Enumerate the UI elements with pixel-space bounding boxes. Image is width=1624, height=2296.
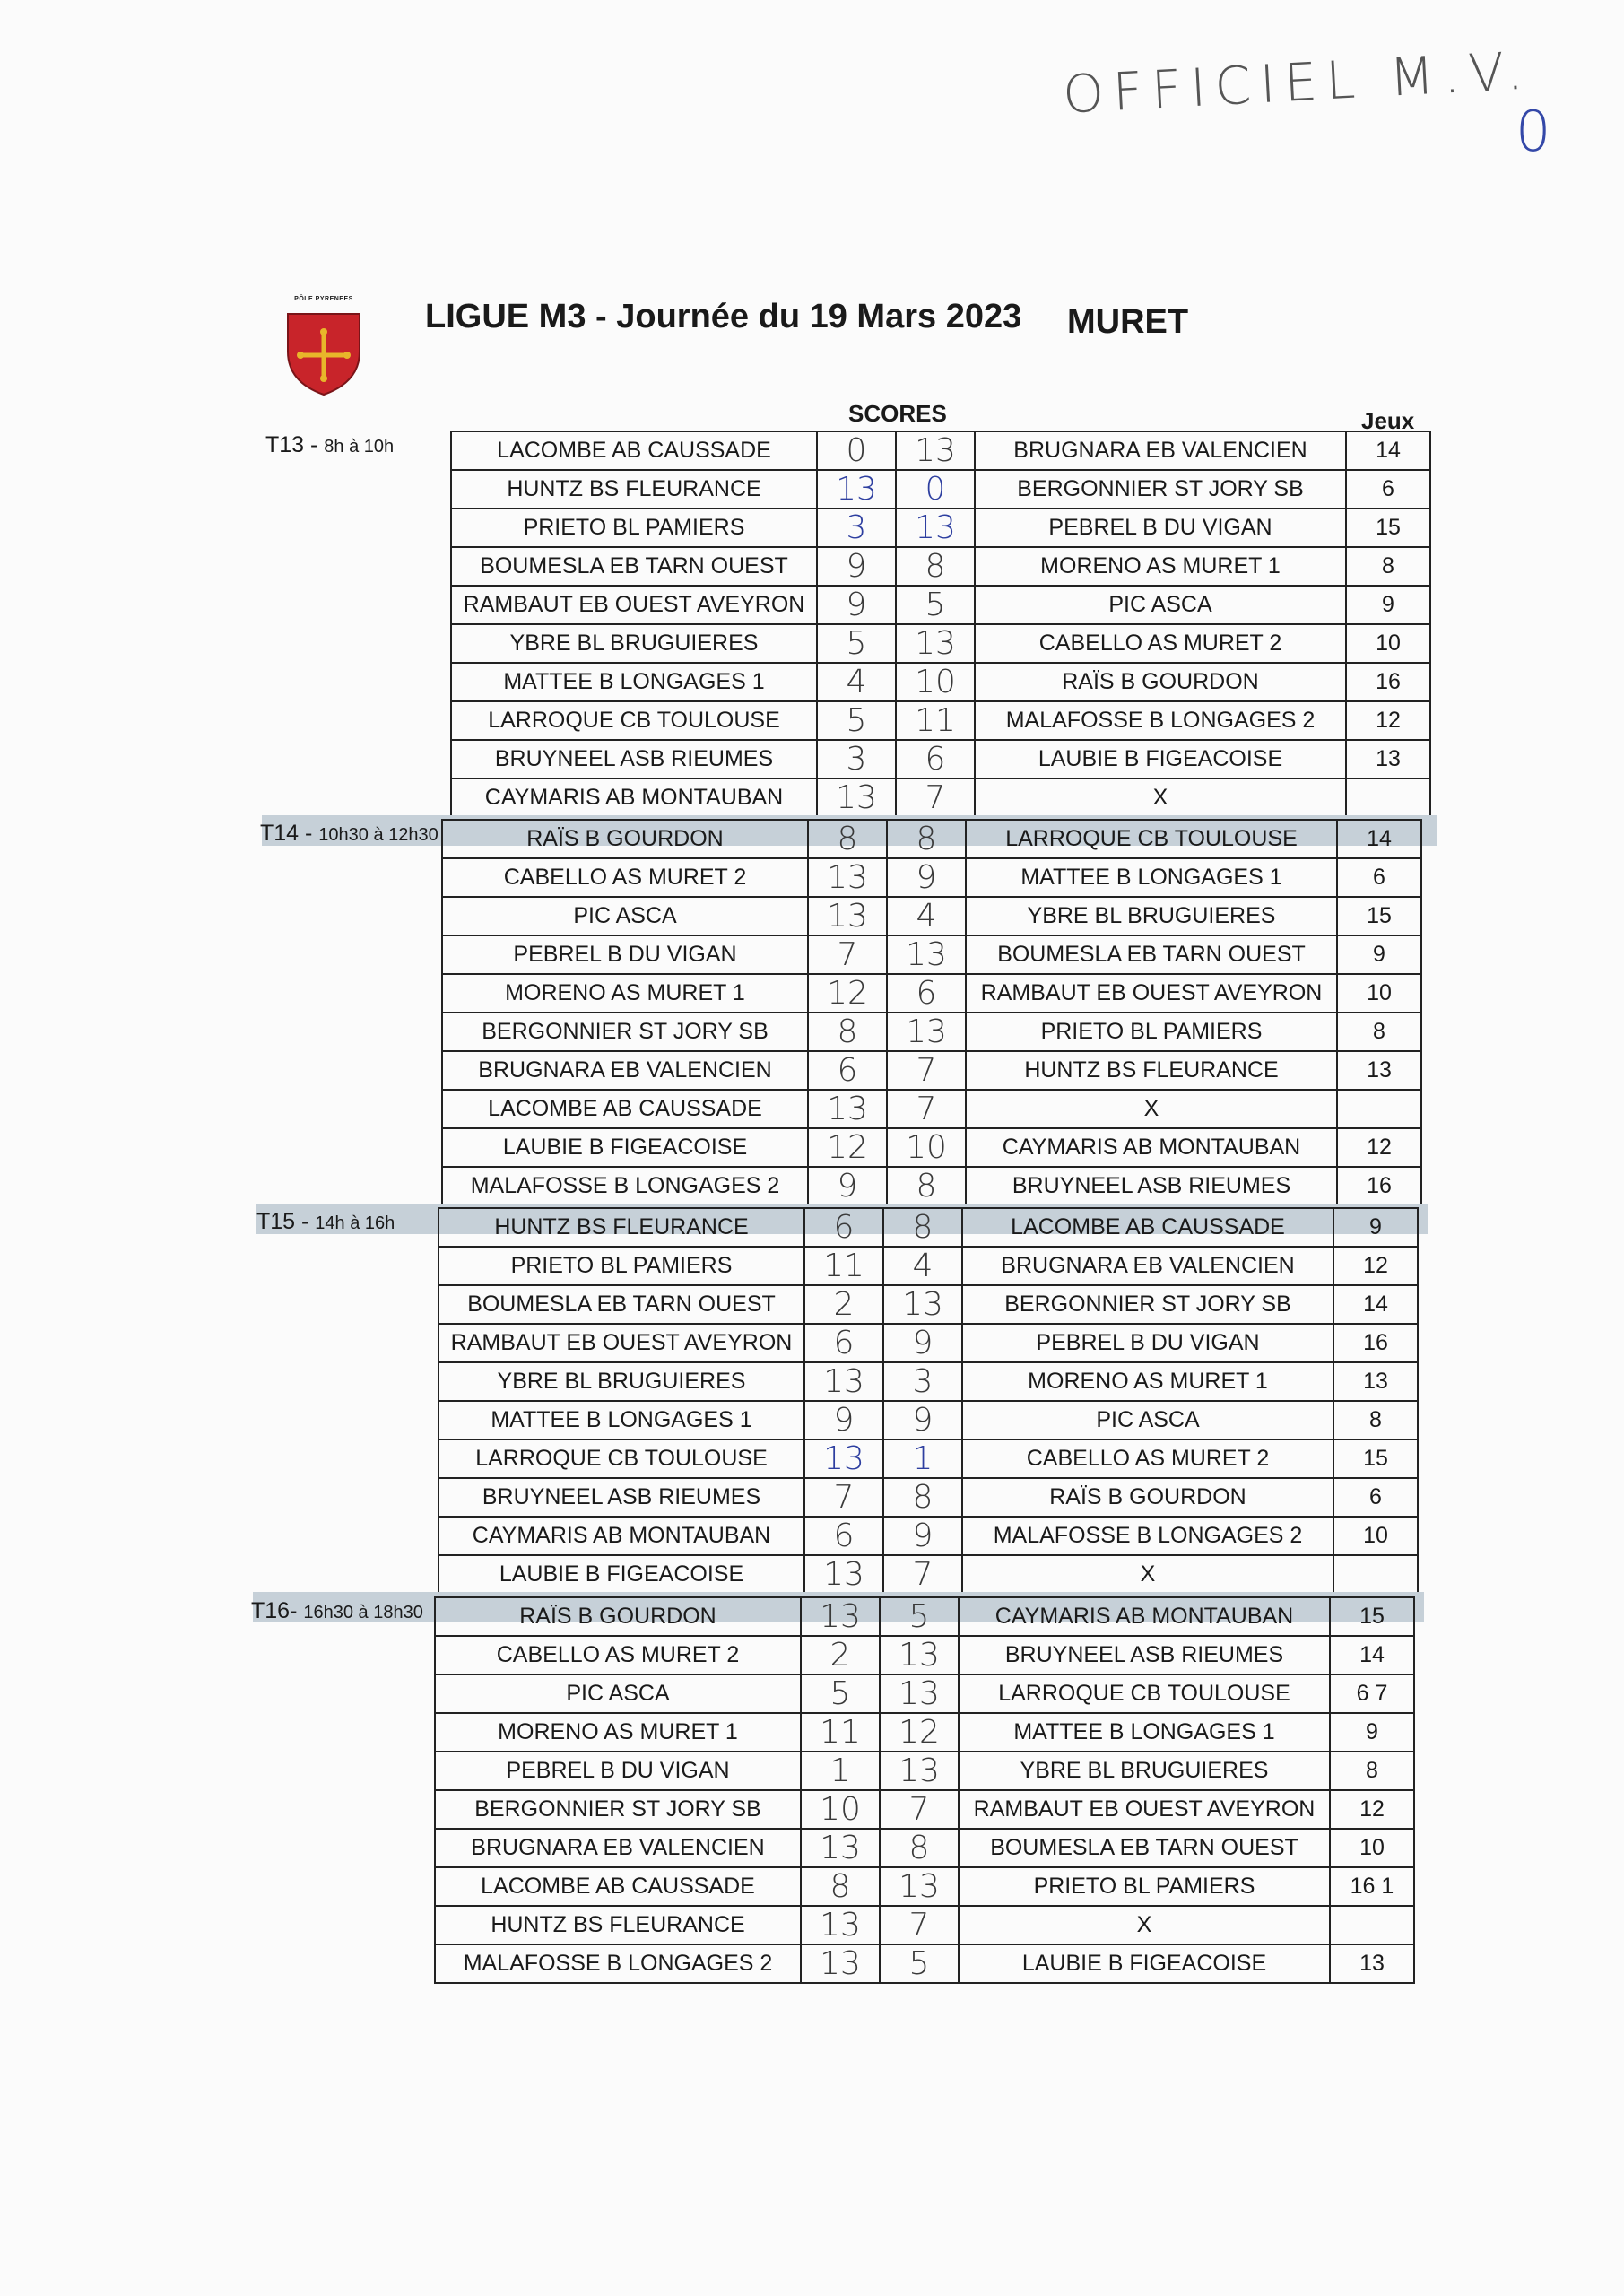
- away-team-cell: BRUGNARA EB VALENCIEN: [962, 1247, 1333, 1285]
- games-cell: 14: [1333, 1285, 1418, 1324]
- away-team-cell: YBRE BL BRUGUIERES: [966, 897, 1337, 935]
- games-cell: 6: [1337, 858, 1421, 897]
- home-team-cell: BRUYNEEL ASB RIEUMES: [451, 740, 817, 778]
- away-score-cell: 5: [880, 1597, 959, 1636]
- table-row: [435, 1944, 1414, 1983]
- away-team-cell: X: [959, 1906, 1330, 1944]
- table-row: [439, 1517, 1418, 1555]
- round-time: 16h30 à 18h30: [303, 1603, 423, 1622]
- home-score-cell: 8: [808, 820, 887, 858]
- games-cell: [1346, 778, 1430, 817]
- games-cell: 15: [1333, 1439, 1418, 1478]
- away-team-cell: MATTEE B LONGAGES 1: [959, 1713, 1330, 1752]
- away-team-cell: RAMBAUT EB OUEST AVEYRON: [966, 974, 1337, 1013]
- away-score-cell: 9: [883, 1401, 962, 1439]
- table-row: [435, 1867, 1414, 1906]
- home-team-cell: MALAFOSSE B LONGAGES 2: [435, 1944, 801, 1983]
- games-cell: 10: [1333, 1517, 1418, 1555]
- table-row: [451, 509, 1430, 547]
- round-table: [434, 1596, 1415, 1984]
- away-team-cell: RAÏS B GOURDON: [975, 663, 1346, 701]
- away-score-cell: 7: [880, 1906, 959, 1944]
- home-score-cell: 10: [801, 1790, 880, 1829]
- home-score-cell: 9: [808, 1167, 887, 1205]
- home-team-cell: RAMBAUT EB OUEST AVEYRON: [439, 1324, 804, 1362]
- table-row: [439, 1324, 1418, 1362]
- away-team-cell: LAUBIE B FIGEACOISE: [959, 1944, 1330, 1983]
- table-row: [439, 1439, 1418, 1478]
- away-score-cell: 7: [883, 1555, 962, 1594]
- away-team-cell: X: [975, 778, 1346, 817]
- home-score-cell: 13: [804, 1555, 883, 1594]
- table-row: [451, 470, 1430, 509]
- away-team-cell: BOUMESLA EB TARN OUEST: [966, 935, 1337, 974]
- table-row: [442, 1051, 1421, 1090]
- games-cell: 13: [1333, 1362, 1418, 1401]
- table-row: [442, 897, 1421, 935]
- round-code: T14 -: [260, 821, 319, 846]
- table-row: [435, 1829, 1414, 1867]
- home-team-cell: LACOMBE AB CAUSSADE: [435, 1867, 801, 1906]
- away-score-cell: 13: [887, 1013, 966, 1051]
- away-team-cell: PEBREL B DU VIGAN: [962, 1324, 1333, 1362]
- table-row: [451, 778, 1430, 817]
- away-score-cell: 4: [883, 1247, 962, 1285]
- away-score-cell: 13: [880, 1636, 959, 1674]
- games-cell: 16: [1333, 1324, 1418, 1362]
- round-label: [260, 821, 439, 847]
- table-row: [435, 1906, 1414, 1944]
- home-score-cell: 8: [801, 1867, 880, 1906]
- away-team-cell: X: [966, 1090, 1337, 1128]
- games-cell: 16: [1346, 663, 1430, 701]
- home-team-cell: PEBREL B DU VIGAN: [442, 935, 808, 974]
- away-score-cell: 9: [883, 1517, 962, 1555]
- games-cell: 6: [1346, 470, 1430, 509]
- home-team-cell: HUNTZ BS FLEURANCE: [439, 1208, 804, 1247]
- home-team-cell: HUNTZ BS FLEURANCE: [451, 470, 817, 509]
- games-cell: 15: [1346, 509, 1430, 547]
- table-row: [442, 1128, 1421, 1167]
- home-score-cell: 9: [817, 586, 896, 624]
- away-score-cell: 6: [896, 740, 975, 778]
- away-score-cell: 13: [883, 1285, 962, 1324]
- away-score-cell: 13: [896, 509, 975, 547]
- home-score-cell: 13: [801, 1944, 880, 1983]
- away-score-cell: 13: [887, 935, 966, 974]
- home-team-cell: RAMBAUT EB OUEST AVEYRON: [451, 586, 817, 624]
- home-score-cell: 7: [804, 1478, 883, 1517]
- home-score-cell: 4: [817, 663, 896, 701]
- games-cell: 8: [1337, 1013, 1421, 1051]
- table-row: [439, 1247, 1418, 1285]
- away-score-cell: 10: [887, 1128, 966, 1167]
- away-score-cell: 13: [880, 1674, 959, 1713]
- games-cell: 6 7: [1330, 1674, 1414, 1713]
- games-cell: 10: [1337, 974, 1421, 1013]
- away-score-cell: 13: [880, 1867, 959, 1906]
- home-score-cell: 13: [804, 1439, 883, 1478]
- away-team-cell: MATTEE B LONGAGES 1: [966, 858, 1337, 897]
- games-cell: 9: [1337, 935, 1421, 974]
- round-label: [265, 432, 394, 458]
- games-cell: 14: [1337, 820, 1421, 858]
- round-time: 14h à 16h: [315, 1213, 395, 1233]
- home-score-cell: 13: [817, 470, 896, 509]
- home-score-cell: 12: [808, 1128, 887, 1167]
- away-team-cell: CAYMARIS AB MONTAUBAN: [966, 1128, 1337, 1167]
- home-score-cell: 6: [804, 1517, 883, 1555]
- home-score-cell: 6: [808, 1051, 887, 1090]
- away-team-cell: LAUBIE B FIGEACOISE: [975, 740, 1346, 778]
- table-row: [451, 624, 1430, 663]
- table-row: [442, 858, 1421, 897]
- table-row: [451, 701, 1430, 740]
- away-team-cell: CABELLO AS MURET 2: [962, 1439, 1333, 1478]
- away-score-cell: 13: [896, 624, 975, 663]
- games-cell: 9: [1330, 1713, 1414, 1752]
- home-team-cell: MATTEE B LONGAGES 1: [451, 663, 817, 701]
- home-score-cell: 13: [808, 858, 887, 897]
- home-team-cell: MALAFOSSE B LONGAGES 2: [442, 1167, 808, 1205]
- table-row: [439, 1478, 1418, 1517]
- home-score-cell: 6: [804, 1324, 883, 1362]
- home-team-cell: YBRE BL BRUGUIERES: [439, 1362, 804, 1401]
- home-team-cell: LARROQUE CB TOULOUSE: [439, 1439, 804, 1478]
- table-row: [439, 1362, 1418, 1401]
- home-team-cell: PRIETO BL PAMIERS: [439, 1247, 804, 1285]
- away-team-cell: PEBREL B DU VIGAN: [975, 509, 1346, 547]
- away-team-cell: YBRE BL BRUGUIERES: [959, 1752, 1330, 1790]
- away-team-cell: LARROQUE CB TOULOUSE: [966, 820, 1337, 858]
- away-score-cell: 8: [883, 1478, 962, 1517]
- away-team-cell: BERGONNIER ST JORY SB: [962, 1285, 1333, 1324]
- venue-label: MURET: [1067, 303, 1189, 341]
- circle-handwritten-mark: 0: [1515, 99, 1551, 164]
- round-time: 8h à 10h: [324, 437, 395, 457]
- away-score-cell: 8: [880, 1829, 959, 1867]
- home-score-cell: 13: [801, 1829, 880, 1867]
- away-team-cell: PIC ASCA: [975, 586, 1346, 624]
- away-team-cell: CABELLO AS MURET 2: [975, 624, 1346, 663]
- home-score-cell: 13: [808, 897, 887, 935]
- games-cell: 13: [1330, 1944, 1414, 1983]
- table-row: [439, 1285, 1418, 1324]
- home-score-cell: 13: [808, 1090, 887, 1128]
- home-team-cell: BOUMESLA EB TARN OUEST: [451, 547, 817, 586]
- home-score-cell: 0: [817, 431, 896, 470]
- home-team-cell: MORENO AS MURET 1: [435, 1713, 801, 1752]
- away-team-cell: MALAFOSSE B LONGAGES 2: [962, 1517, 1333, 1555]
- away-team-cell: X: [962, 1555, 1333, 1594]
- home-team-cell: CAYMARIS AB MONTAUBAN: [451, 778, 817, 817]
- away-team-cell: LARROQUE CB TOULOUSE: [959, 1674, 1330, 1713]
- table-row: [439, 1208, 1418, 1247]
- table-row: [442, 935, 1421, 974]
- home-score-cell: 5: [801, 1674, 880, 1713]
- table-row: [451, 663, 1430, 701]
- table-row: [442, 1167, 1421, 1205]
- games-cell: 14: [1330, 1636, 1414, 1674]
- games-cell: 10: [1330, 1829, 1414, 1867]
- page-title: LIGUE M3 - Journée du 19 Mars 2023: [425, 298, 1022, 335]
- table-row: [435, 1752, 1414, 1790]
- home-team-cell: BRUYNEEL ASB RIEUMES: [439, 1478, 804, 1517]
- home-score-cell: 5: [817, 701, 896, 740]
- round-code: T13 -: [265, 432, 325, 457]
- table-row: [435, 1790, 1414, 1829]
- home-team-cell: PRIETO BL PAMIERS: [451, 509, 817, 547]
- home-team-cell: BERGONNIER ST JORY SB: [442, 1013, 808, 1051]
- table-row: [442, 974, 1421, 1013]
- table-row: [442, 1013, 1421, 1051]
- table-row: [451, 431, 1430, 470]
- away-score-cell: 0: [896, 470, 975, 509]
- home-team-cell: PIC ASCA: [435, 1674, 801, 1713]
- scores-header: SCORES: [848, 400, 947, 427]
- table-row: [442, 820, 1421, 858]
- away-score-cell: 7: [887, 1051, 966, 1090]
- away-score-cell: 7: [887, 1090, 966, 1128]
- away-score-cell: 5: [880, 1944, 959, 1983]
- away-score-cell: 8: [883, 1208, 962, 1247]
- home-score-cell: 13: [801, 1906, 880, 1944]
- away-team-cell: RAÏS B GOURDON: [962, 1478, 1333, 1517]
- games-cell: [1333, 1555, 1418, 1594]
- table-row: [451, 586, 1430, 624]
- table-row: [435, 1636, 1414, 1674]
- home-team-cell: MORENO AS MURET 1: [442, 974, 808, 1013]
- away-team-cell: LACOMBE AB CAUSSADE: [962, 1208, 1333, 1247]
- games-cell: 15: [1330, 1597, 1414, 1636]
- home-team-cell: LACOMBE AB CAUSSADE: [451, 431, 817, 470]
- games-cell: 15: [1337, 897, 1421, 935]
- home-score-cell: 9: [804, 1401, 883, 1439]
- round-label: [251, 1598, 423, 1624]
- home-score-cell: 2: [801, 1636, 880, 1674]
- home-team-cell: BERGONNIER ST JORY SB: [435, 1790, 801, 1829]
- home-team-cell: LARROQUE CB TOULOUSE: [451, 701, 817, 740]
- home-team-cell: LACOMBE AB CAUSSADE: [442, 1090, 808, 1128]
- round-table: [441, 819, 1422, 1206]
- away-team-cell: BERGONNIER ST JORY SB: [975, 470, 1346, 509]
- games-cell: 13: [1346, 740, 1430, 778]
- away-team-cell: BRUGNARA EB VALENCIEN: [975, 431, 1346, 470]
- round-label: [256, 1209, 395, 1235]
- away-team-cell: PIC ASCA: [962, 1401, 1333, 1439]
- away-team-cell: BRUYNEEL ASB RIEUMES: [959, 1636, 1330, 1674]
- home-team-cell: PEBREL B DU VIGAN: [435, 1752, 801, 1790]
- games-cell: 8: [1330, 1752, 1414, 1790]
- games-cell: 13: [1337, 1051, 1421, 1090]
- away-team-cell: CAYMARIS AB MONTAUBAN: [959, 1597, 1330, 1636]
- away-team-cell: RAMBAUT EB OUEST AVEYRON: [959, 1790, 1330, 1829]
- home-team-cell: BOUMESLA EB TARN OUEST: [439, 1285, 804, 1324]
- crest-label: PÔLE PYRENEES: [294, 296, 353, 302]
- round-code: T15 -: [256, 1209, 316, 1234]
- away-score-cell: 9: [883, 1324, 962, 1362]
- home-score-cell: 2: [804, 1285, 883, 1324]
- home-team-cell: CAYMARIS AB MONTAUBAN: [439, 1517, 804, 1555]
- home-team-cell: CABELLO AS MURET 2: [442, 858, 808, 897]
- table-row: [439, 1401, 1418, 1439]
- home-team-cell: LAUBIE B FIGEACOISE: [439, 1555, 804, 1594]
- home-score-cell: 13: [801, 1597, 880, 1636]
- away-team-cell: PRIETO BL PAMIERS: [966, 1013, 1337, 1051]
- home-team-cell: BRUGNARA EB VALENCIEN: [442, 1051, 808, 1090]
- table-row: [435, 1597, 1414, 1636]
- home-score-cell: 7: [808, 935, 887, 974]
- games-cell: 12: [1330, 1790, 1414, 1829]
- table-row: [439, 1555, 1418, 1594]
- home-score-cell: 13: [804, 1362, 883, 1401]
- games-cell: 6: [1333, 1478, 1418, 1517]
- away-team-cell: BOUMESLA EB TARN OUEST: [959, 1829, 1330, 1867]
- away-score-cell: 13: [896, 431, 975, 470]
- games-cell: 12: [1346, 701, 1430, 740]
- away-score-cell: 6: [887, 974, 966, 1013]
- pole-pyrenees-crest-icon: [282, 296, 365, 396]
- away-team-cell: BRUYNEEL ASB RIEUMES: [966, 1167, 1337, 1205]
- home-team-cell: RAÏS B GOURDON: [435, 1597, 801, 1636]
- home-score-cell: 3: [817, 509, 896, 547]
- home-team-cell: LAUBIE B FIGEACOISE: [442, 1128, 808, 1167]
- home-team-cell: MATTEE B LONGAGES 1: [439, 1401, 804, 1439]
- away-team-cell: MALAFOSSE B LONGAGES 2: [975, 701, 1346, 740]
- round-table: [438, 1207, 1419, 1595]
- away-score-cell: 5: [896, 586, 975, 624]
- games-cell: 8: [1346, 547, 1430, 586]
- home-score-cell: 3: [817, 740, 896, 778]
- away-score-cell: 11: [896, 701, 975, 740]
- away-team-cell: PRIETO BL PAMIERS: [959, 1867, 1330, 1906]
- away-score-cell: 8: [887, 1167, 966, 1205]
- games-cell: 16: [1337, 1167, 1421, 1205]
- away-score-cell: 13: [880, 1752, 959, 1790]
- home-team-cell: CABELLO AS MURET 2: [435, 1636, 801, 1674]
- round-table: [450, 430, 1431, 818]
- games-header: Jeux: [1361, 407, 1415, 434]
- official-handwritten-note: OFFICIEL M.V.: [1061, 39, 1534, 126]
- home-team-cell: HUNTZ BS FLEURANCE: [435, 1906, 801, 1944]
- games-cell: 12: [1337, 1128, 1421, 1167]
- table-row: [435, 1674, 1414, 1713]
- away-team-cell: MORENO AS MURET 1: [962, 1362, 1333, 1401]
- table-row: [442, 1090, 1421, 1128]
- round-time: 10h30 à 12h30: [318, 825, 439, 845]
- games-cell: [1337, 1090, 1421, 1128]
- round-code: T16-: [251, 1598, 304, 1623]
- away-score-cell: 10: [896, 663, 975, 701]
- table-row: [451, 547, 1430, 586]
- away-score-cell: 3: [883, 1362, 962, 1401]
- home-score-cell: 9: [817, 547, 896, 586]
- away-score-cell: 9: [887, 858, 966, 897]
- home-score-cell: 11: [801, 1713, 880, 1752]
- games-cell: 10: [1346, 624, 1430, 663]
- away-score-cell: 7: [896, 778, 975, 817]
- away-score-cell: 12: [880, 1713, 959, 1752]
- home-score-cell: 12: [808, 974, 887, 1013]
- games-cell: [1330, 1906, 1414, 1944]
- home-team-cell: BRUGNARA EB VALENCIEN: [435, 1829, 801, 1867]
- home-score-cell: 11: [804, 1247, 883, 1285]
- table-row: [435, 1713, 1414, 1752]
- table-row: [451, 740, 1430, 778]
- home-score-cell: 8: [808, 1013, 887, 1051]
- away-team-cell: MORENO AS MURET 1: [975, 547, 1346, 586]
- away-score-cell: 8: [896, 547, 975, 586]
- home-score-cell: 6: [804, 1208, 883, 1247]
- away-team-cell: HUNTZ BS FLEURANCE: [966, 1051, 1337, 1090]
- away-score-cell: 8: [887, 820, 966, 858]
- away-score-cell: 1: [883, 1439, 962, 1478]
- games-cell: 8: [1333, 1401, 1418, 1439]
- away-score-cell: 4: [887, 897, 966, 935]
- home-score-cell: 5: [817, 624, 896, 663]
- away-score-cell: 7: [880, 1790, 959, 1829]
- home-team-cell: PIC ASCA: [442, 897, 808, 935]
- games-cell: 9: [1346, 586, 1430, 624]
- home-team-cell: RAÏS B GOURDON: [442, 820, 808, 858]
- games-cell: 14: [1346, 431, 1430, 470]
- games-cell: 9: [1333, 1208, 1418, 1247]
- home-score-cell: 1: [801, 1752, 880, 1790]
- games-cell: 12: [1333, 1247, 1418, 1285]
- home-team-cell: YBRE BL BRUGUIERES: [451, 624, 817, 663]
- home-score-cell: 13: [817, 778, 896, 817]
- games-cell: 16 1: [1330, 1867, 1414, 1906]
